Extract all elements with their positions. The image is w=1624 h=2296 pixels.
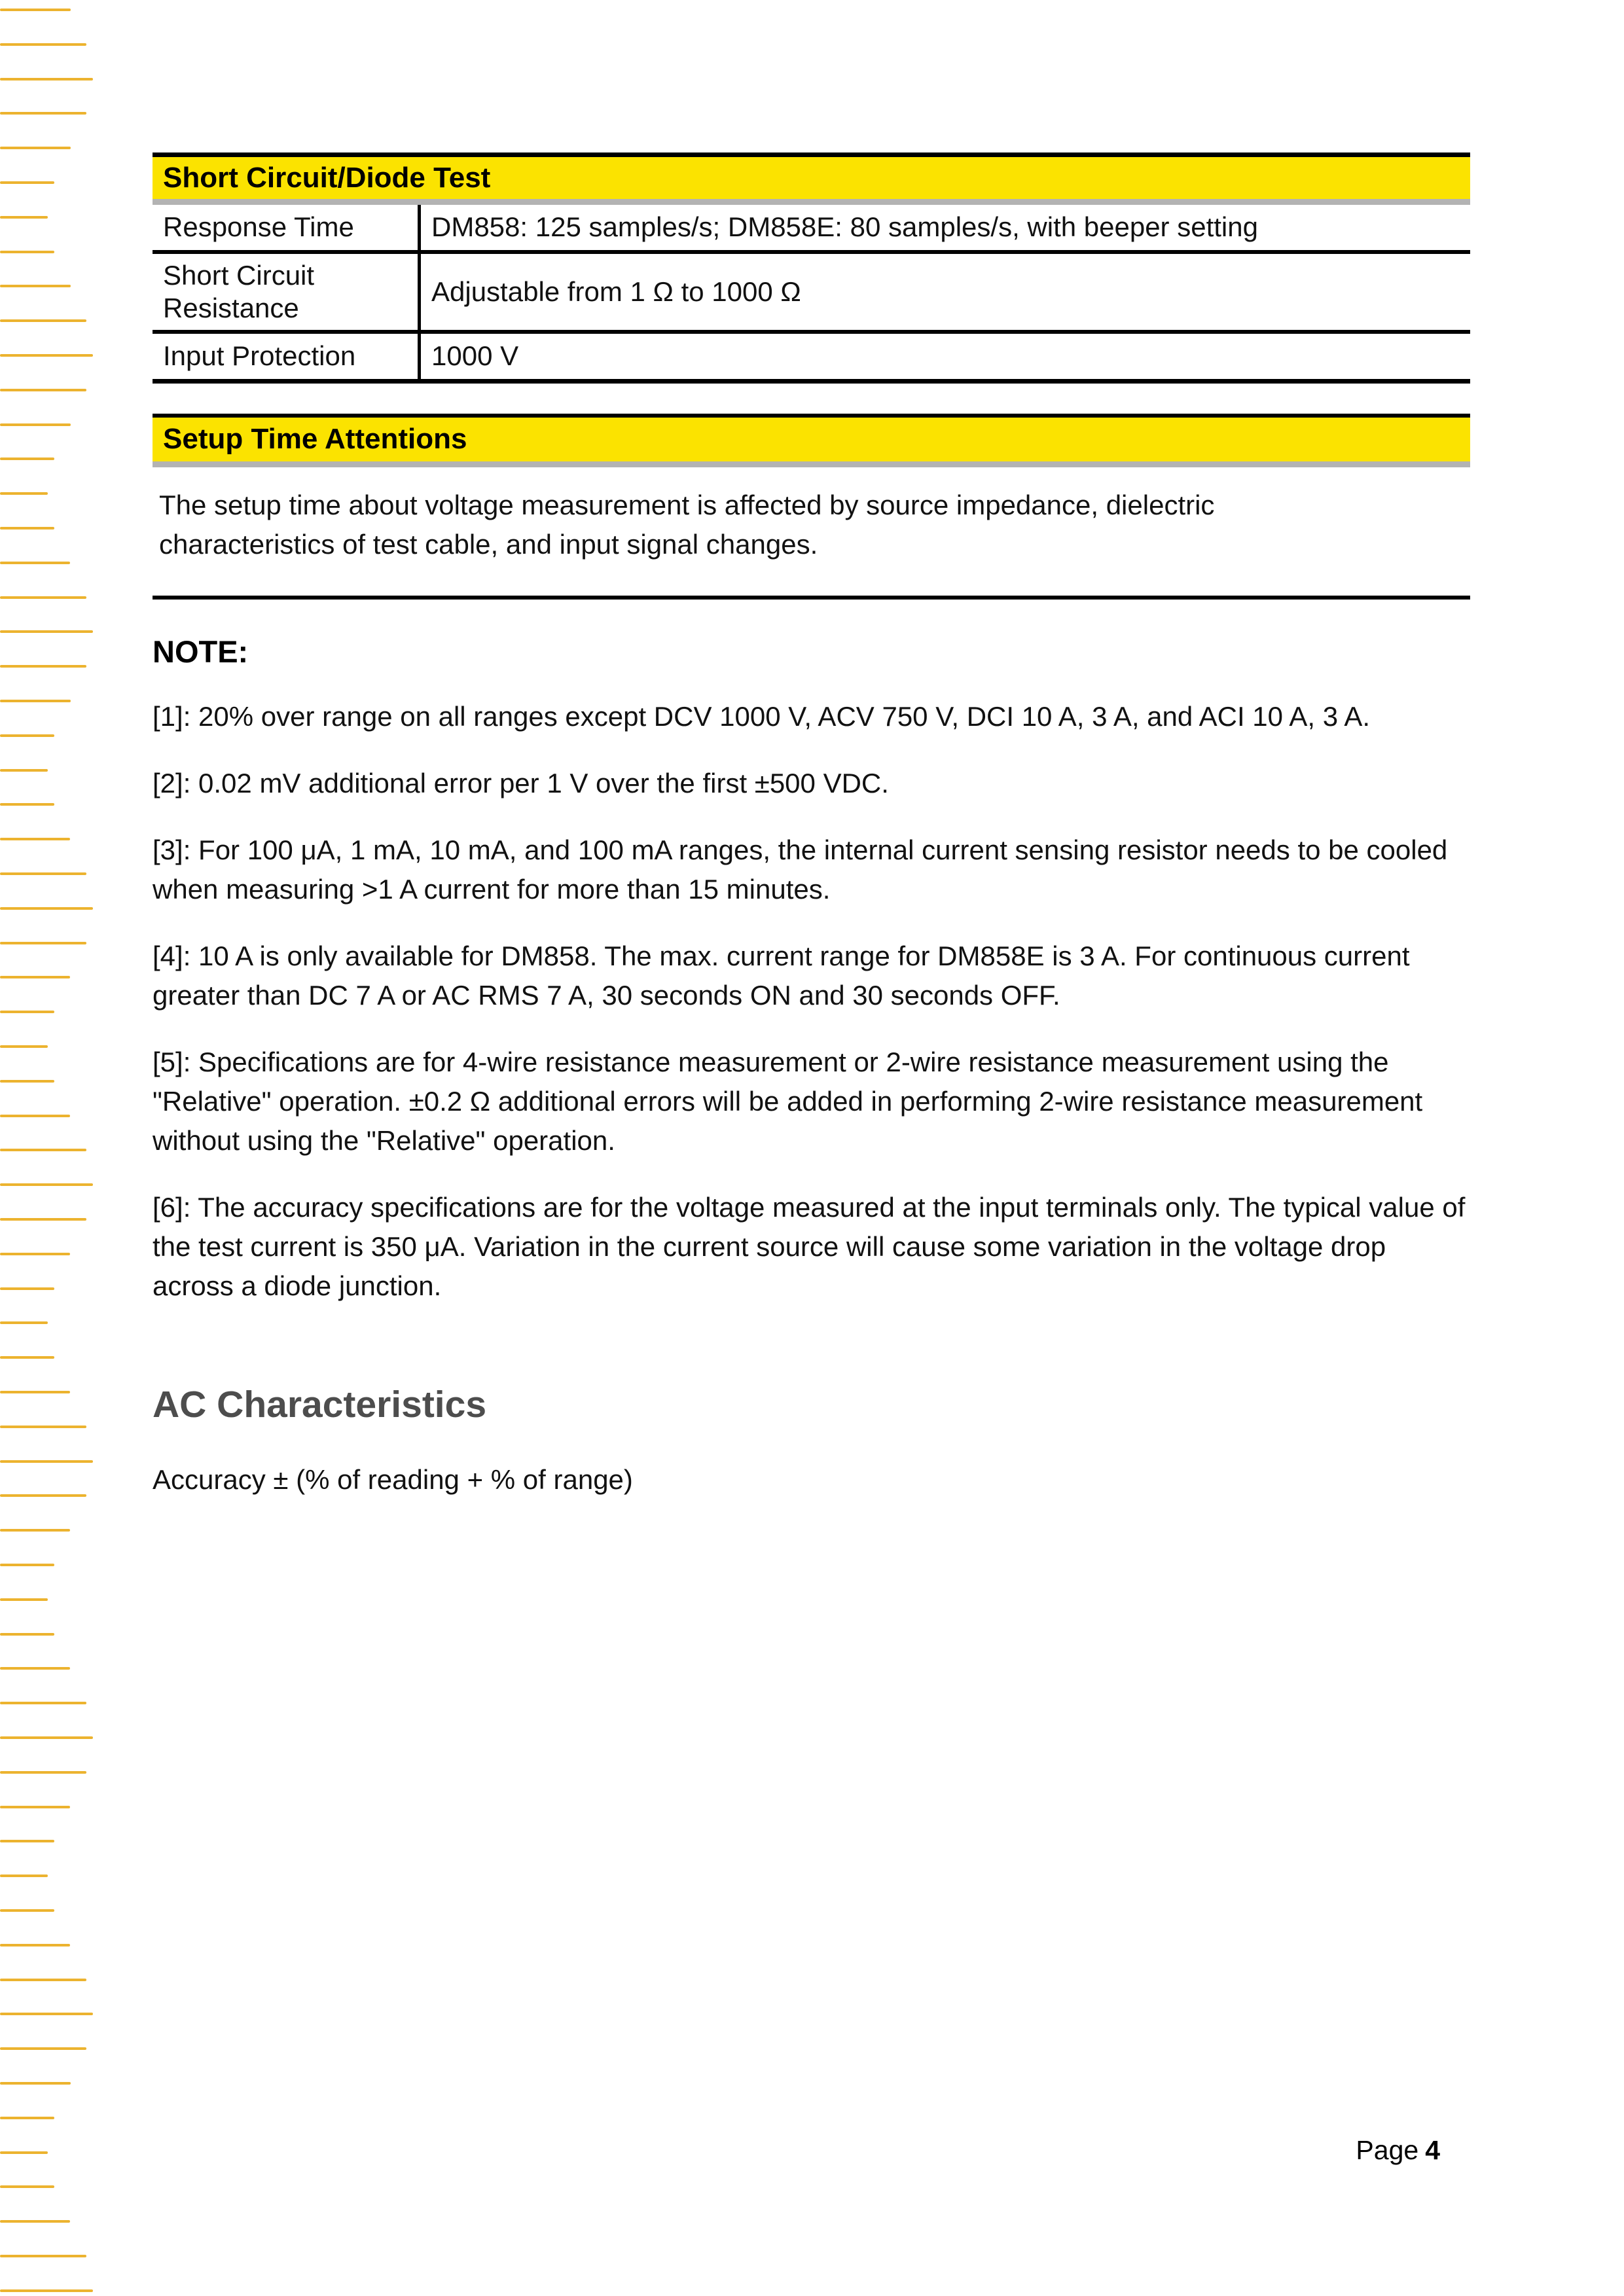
edge-line: [0, 562, 70, 564]
page-content: [153, 152, 1470, 1496]
edge-line: [0, 1115, 70, 1117]
edge-line: [0, 838, 70, 840]
page-label: Page: [1356, 2135, 1419, 2165]
edge-line: [0, 942, 86, 944]
accuracy-subtext: Accuracy ± (% of reading + % of range): [153, 1464, 633, 1496]
edge-line: [0, 319, 86, 322]
edge-line: [0, 9, 71, 11]
row-value: 1000 V: [418, 334, 1470, 379]
note-item-1: [1]: 20% over range on all ranges except DCV 1000 V, ACV 750 V, DCI 10 A, 3 A, and ACI 10 A, 3 A.: [153, 700, 1371, 732]
edge-line: [0, 1080, 54, 1083]
edge-line: [0, 1944, 70, 1946]
note-heading: NOTE:: [153, 634, 249, 669]
edge-line: [0, 1979, 86, 1981]
short-circuit-diode-test-table: [153, 152, 1470, 384]
ac-characteristics-heading: AC Characteristics: [153, 1384, 487, 1426]
edge-line: [0, 1253, 70, 1255]
edge-line: [0, 2117, 54, 2119]
edge-line: [0, 872, 86, 875]
edge-line: [0, 2013, 93, 2015]
edge-line: [0, 389, 86, 391]
edge-line: [0, 43, 86, 46]
edge-line: [0, 216, 48, 219]
edge-line: [0, 2220, 70, 2223]
table-row: [153, 254, 1470, 334]
edge-line: [0, 1218, 86, 1221]
page-footer: [1356, 2135, 1440, 2166]
edge-line: [0, 1909, 54, 1912]
edge-line: [0, 630, 93, 633]
edge-line: [0, 2289, 93, 2292]
edge-line: [0, 1356, 54, 1359]
table-row: [153, 334, 1470, 379]
edge-line: [0, 1633, 54, 1636]
edge-line: [0, 803, 54, 806]
setup-time-attentions-block: [153, 414, 1470, 600]
edge-line: [0, 285, 71, 287]
edge-line: [0, 492, 48, 495]
edge-line: [0, 1149, 86, 1151]
row-label: Input Protection: [163, 340, 356, 372]
edge-line: [0, 1736, 93, 1739]
edge-line: [0, 1391, 70, 1393]
edge-line: [0, 2082, 71, 2085]
edge-line: [0, 907, 93, 910]
edge-line: [0, 1840, 54, 1842]
note-item-3: [3]: For 100 μA, 1 mA, 10 mA, and 100 mA ranges, the internal current sensing resistor needs to be cooled when measuring >1 A current for more than 15 minutes.: [153, 834, 1448, 905]
edge-line: [0, 1564, 54, 1566]
note-item-4: [4]: 10 A is only available for DM858. The max. current range for DM858E is 3 A. For continuous current greater than DC 7 A or AC RMS 7 A, 30 seconds ON and 30 seconds OFF.: [153, 941, 1410, 1011]
edge-line: [0, 1011, 54, 1013]
row-value: DM858: 125 samples/s; DM858E: 80 samples/s, with beeper setting: [418, 205, 1470, 250]
edge-line: [0, 1874, 48, 1877]
edge-line: [0, 423, 71, 426]
edge-line: [0, 354, 93, 357]
edge-line: [0, 700, 71, 702]
edge-line: [0, 1460, 93, 1463]
edge-line: [0, 596, 86, 599]
edge-line: [0, 1529, 70, 1532]
edge-line: [0, 2151, 48, 2154]
edge-line: [0, 2185, 54, 2188]
row-value: Adjustable from 1 Ω to 1000 Ω: [418, 254, 1470, 331]
edge-line: [0, 1183, 93, 1186]
edge-line: [0, 112, 86, 115]
note-item-2: [2]: 0.02 mV additional error per 1 V over the first ±500 VDC.: [153, 767, 889, 798]
attention-title: Setup Time Attentions: [153, 418, 1470, 461]
note-item-5: [5]: Specifications are for 4-wire resistance measurement or 2-wire resistance measurement using the "Relative" operation. ±0.2 Ω additional errors will be added in performing 2-wire resistance measurement without using the "Relative" operation.: [153, 1047, 1423, 1157]
edge-line: [0, 1702, 86, 1704]
edge-line: [0, 734, 54, 737]
edge-line: [0, 147, 71, 149]
edge-line: [0, 1494, 86, 1497]
table-title-underline: [153, 199, 1470, 205]
edge-line: [0, 769, 48, 772]
row-label: Response Time: [163, 211, 354, 243]
edge-line: [0, 251, 54, 253]
edge-line: [0, 78, 93, 81]
edge-line: [0, 1287, 54, 1290]
edge-line: [0, 1045, 48, 1048]
edge-line: [0, 2255, 86, 2257]
edge-line: [0, 1321, 48, 1324]
edge-line: [0, 1806, 70, 1808]
attention-title-underline: [153, 461, 1470, 467]
row-label: Short Circuit Resistance: [163, 259, 315, 323]
edge-decoration-lines: [0, 0, 170, 2296]
edge-line: [0, 181, 54, 184]
edge-line: [0, 665, 86, 668]
edge-line: [0, 527, 54, 529]
edge-line: [0, 457, 54, 460]
edge-line: [0, 1771, 86, 1774]
page-number: 4: [1425, 2135, 1440, 2165]
note-item-6: [6]: The accuracy specifications are for the voltage measured at the input terminals only. The typical value of the test current is 350 μA. Variation in the current source will cause some variation in the voltage drop across a diode junction.: [153, 1192, 1466, 1302]
edge-line: [0, 976, 70, 978]
edge-line: [0, 2047, 86, 2050]
edge-line: [0, 1667, 70, 1670]
edge-line: [0, 1598, 48, 1601]
edge-line: [0, 1426, 86, 1428]
table-row: [153, 205, 1470, 254]
table-title: Short Circuit/Diode Test: [153, 157, 1470, 199]
attention-body-text: The setup time about voltage measurement is affected by source impedance, dielectric characteristics of test cable, and input signal changes.: [159, 489, 1215, 560]
